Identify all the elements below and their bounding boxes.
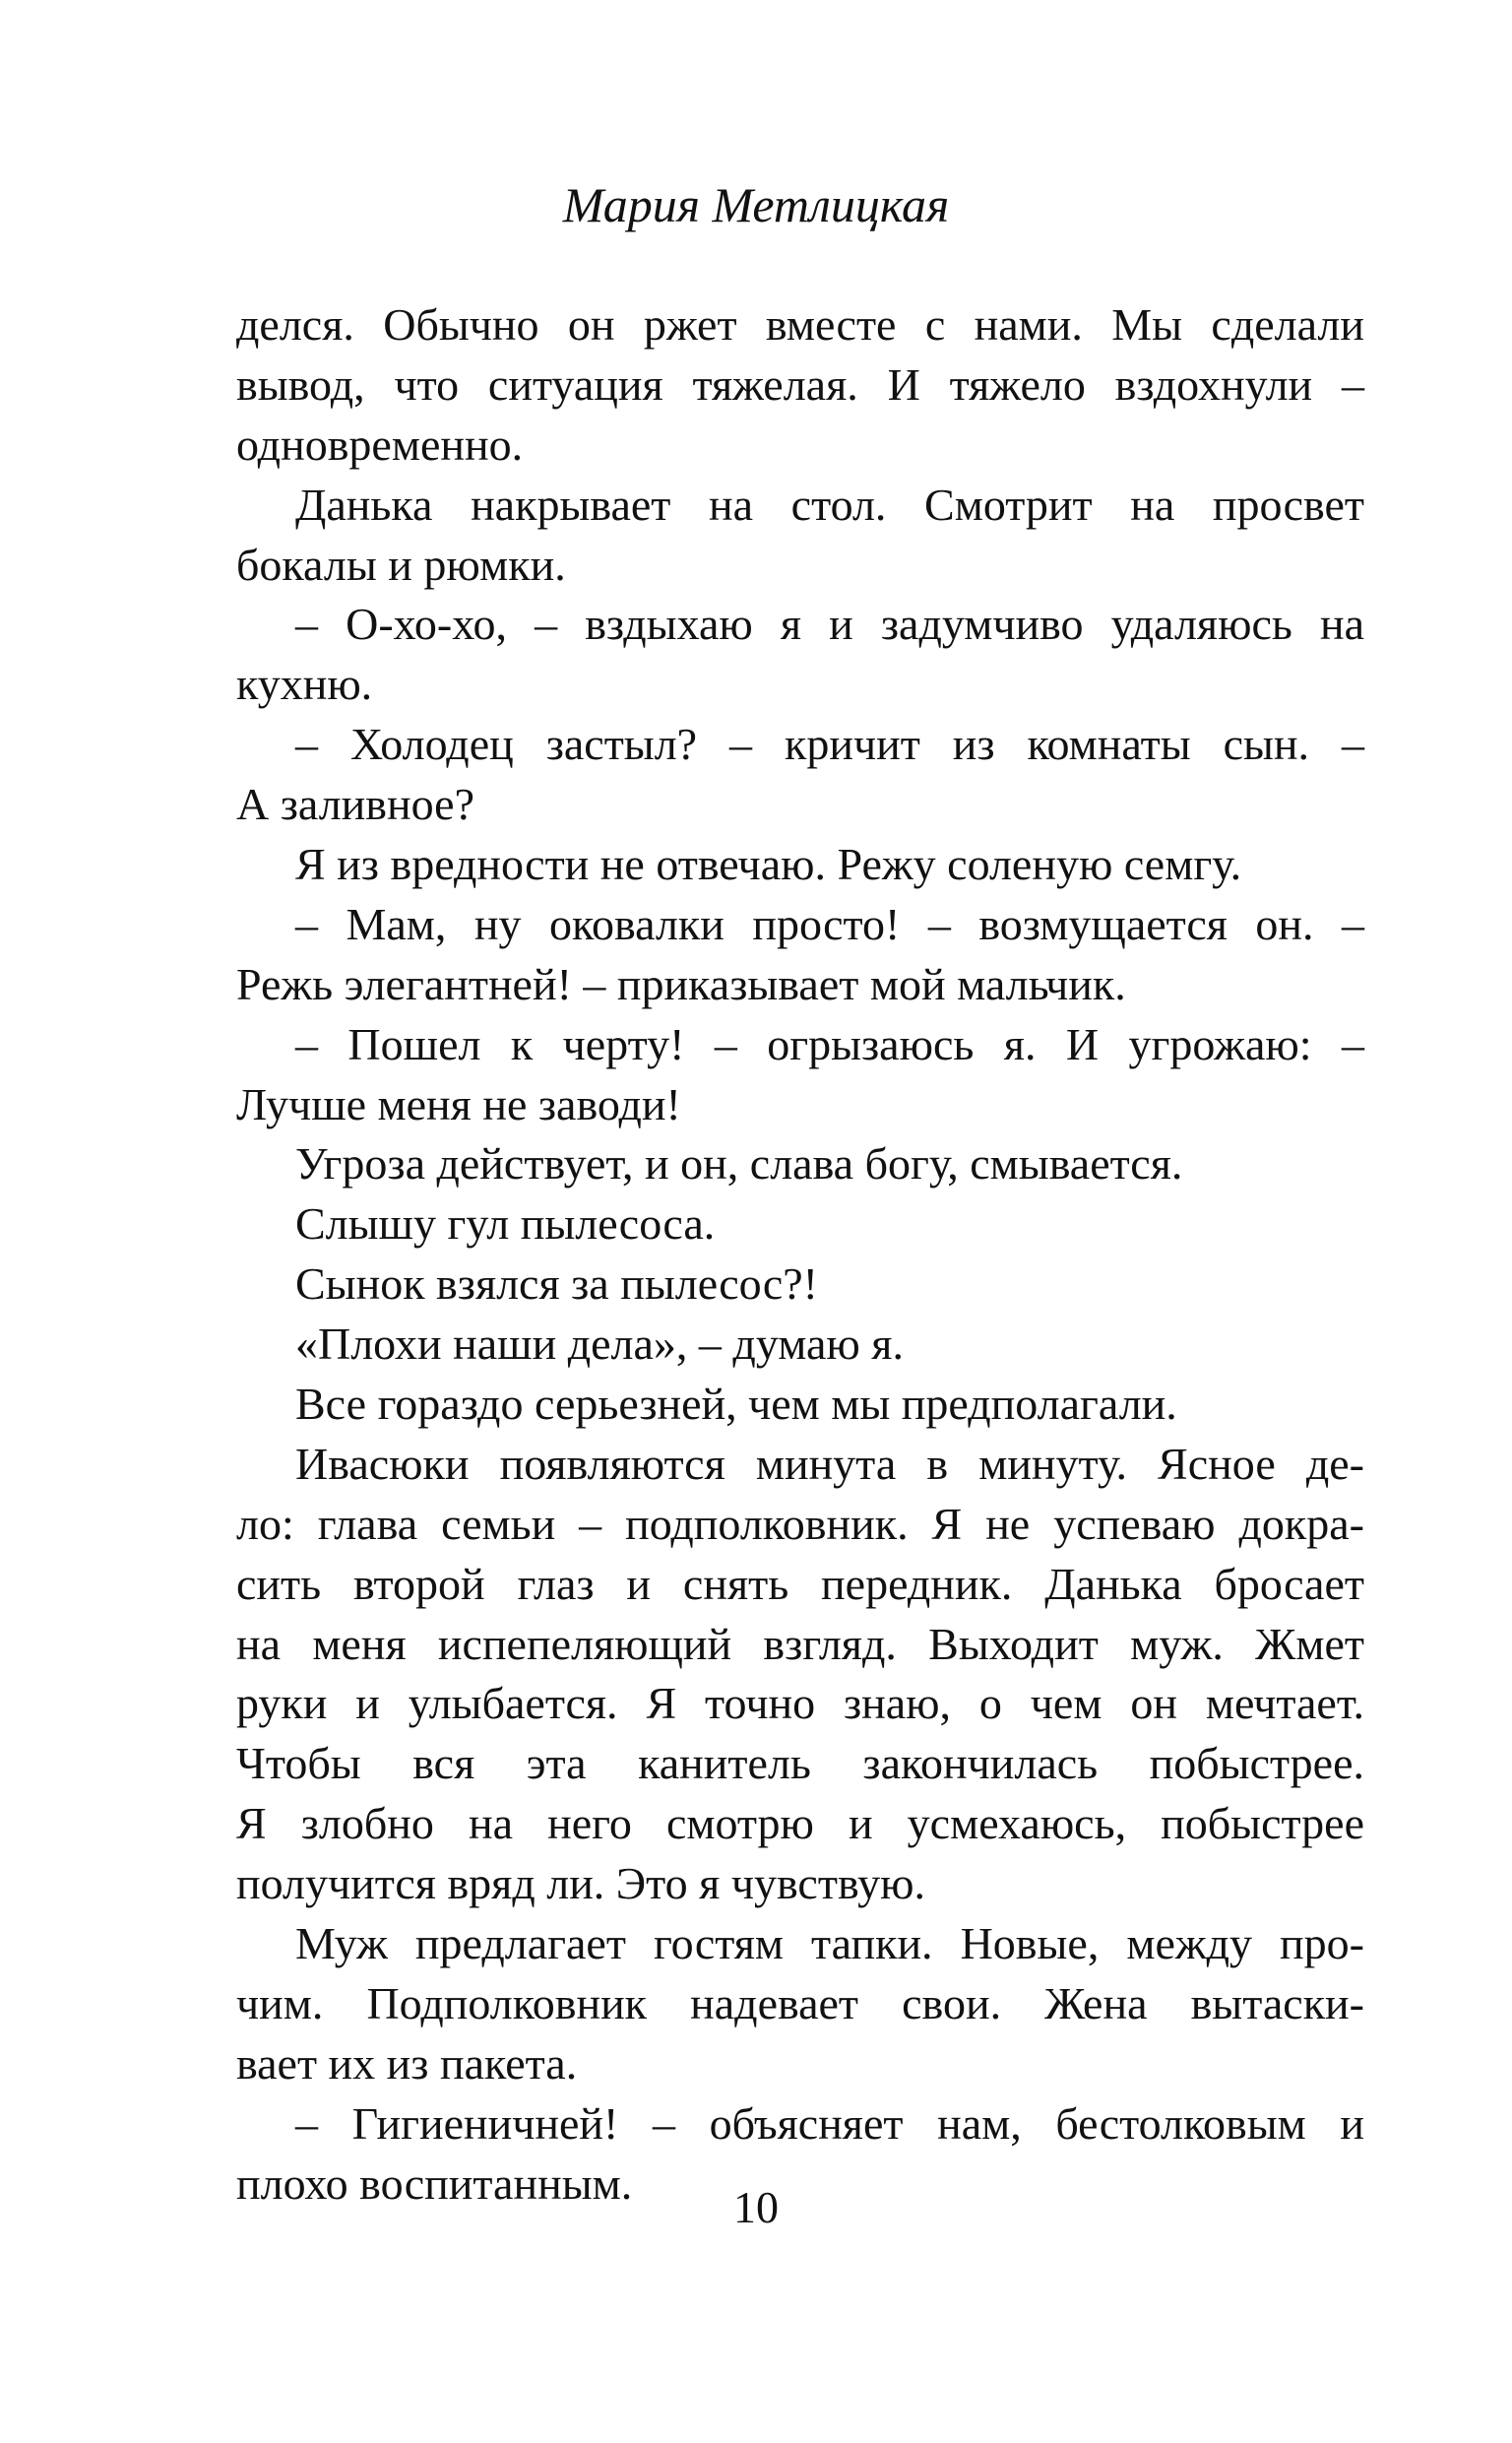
page-body-text: [236, 295, 1364, 2215]
text-line: – Гигиеничней! – объясняет нам, бестолковым и: [295, 2097, 1364, 2149]
text-line: – Холодец застыл? – кричит из комнаты сын. –: [295, 719, 1364, 770]
text-line: – Мам, ну оковалки просто! – возмущается он. –: [295, 898, 1364, 949]
text-line: вывод, что ситуация тяжелая. И тяжело вздохнули –: [236, 358, 1364, 410]
text-line: Я из вредности не отвечаю. Режу соленую семгу.: [295, 839, 1242, 890]
text-line: плохо воспитанным.: [236, 2157, 633, 2209]
text-line: вает их из пакета.: [236, 2037, 578, 2089]
text-line: – О-хо-хо, – вздыхаю я и задумчиво удаляюсь на: [295, 599, 1364, 650]
text-line: бокалы и рюмки.: [236, 539, 566, 590]
text-line: Режь элегантней! – приказывает мой мальчик.: [236, 958, 1126, 1009]
text-line: сить второй глаз и снять передник. Данька бросает: [236, 1558, 1364, 1609]
text-line: ло: глава семьи – подполковник. Я не успеваю докра-: [236, 1498, 1364, 1549]
text-line: Угроза действует, и он, слава богу, смывается.: [295, 1138, 1183, 1189]
text-line: получится вряд ли. Это я чувствую.: [236, 1858, 925, 1909]
text-line: одновременно.: [236, 418, 524, 470]
text-line: на меня испепеляющий взгляд. Выходит муж. Жмет: [236, 1618, 1364, 1669]
text-line: Ивасюки появляются минута в минуту. Ясное де-: [295, 1438, 1364, 1489]
text-line: «Плохи наши дела», – думаю я.: [295, 1318, 904, 1370]
text-line: Сынок взялся за пылесос?!: [295, 1258, 818, 1310]
text-line: кухню.: [236, 659, 373, 710]
running-header: Мария Метлицкая: [562, 177, 950, 232]
text-line: Все гораздо серьезней, чем мы предполагали.: [295, 1379, 1177, 1430]
text-line: – Пошел к черту! – огрызаюсь я. И угрожаю: –: [295, 1018, 1364, 1069]
page-number: 10: [733, 2182, 779, 2232]
text-line: Чтобы вся эта канитель закончилась побыстрее.: [236, 1738, 1364, 1789]
text-line: чим. Подполковник надевает свои. Жена вытаски-: [236, 1977, 1364, 2028]
text-line: Слышу гул пылесоса.: [295, 1198, 716, 1250]
text-line: Лучше меня не заводи!: [236, 1078, 681, 1129]
text-line: Муж предлагает гостям тапки. Новые, между про-: [295, 1918, 1364, 1969]
text-line: А заливное?: [236, 779, 475, 830]
text-line: Я злобно на него смотрю и усмехаюсь, побыстрее: [236, 1798, 1364, 1849]
text-line: делся. Обычно он ржет вместе с нами. Мы сделали: [236, 299, 1364, 350]
text-line: Данька накрывает на стол. Смотрит на просвет: [295, 479, 1364, 530]
text-line: руки и улыбается. Я точно знаю, о чем он мечтает.: [236, 1678, 1364, 1729]
